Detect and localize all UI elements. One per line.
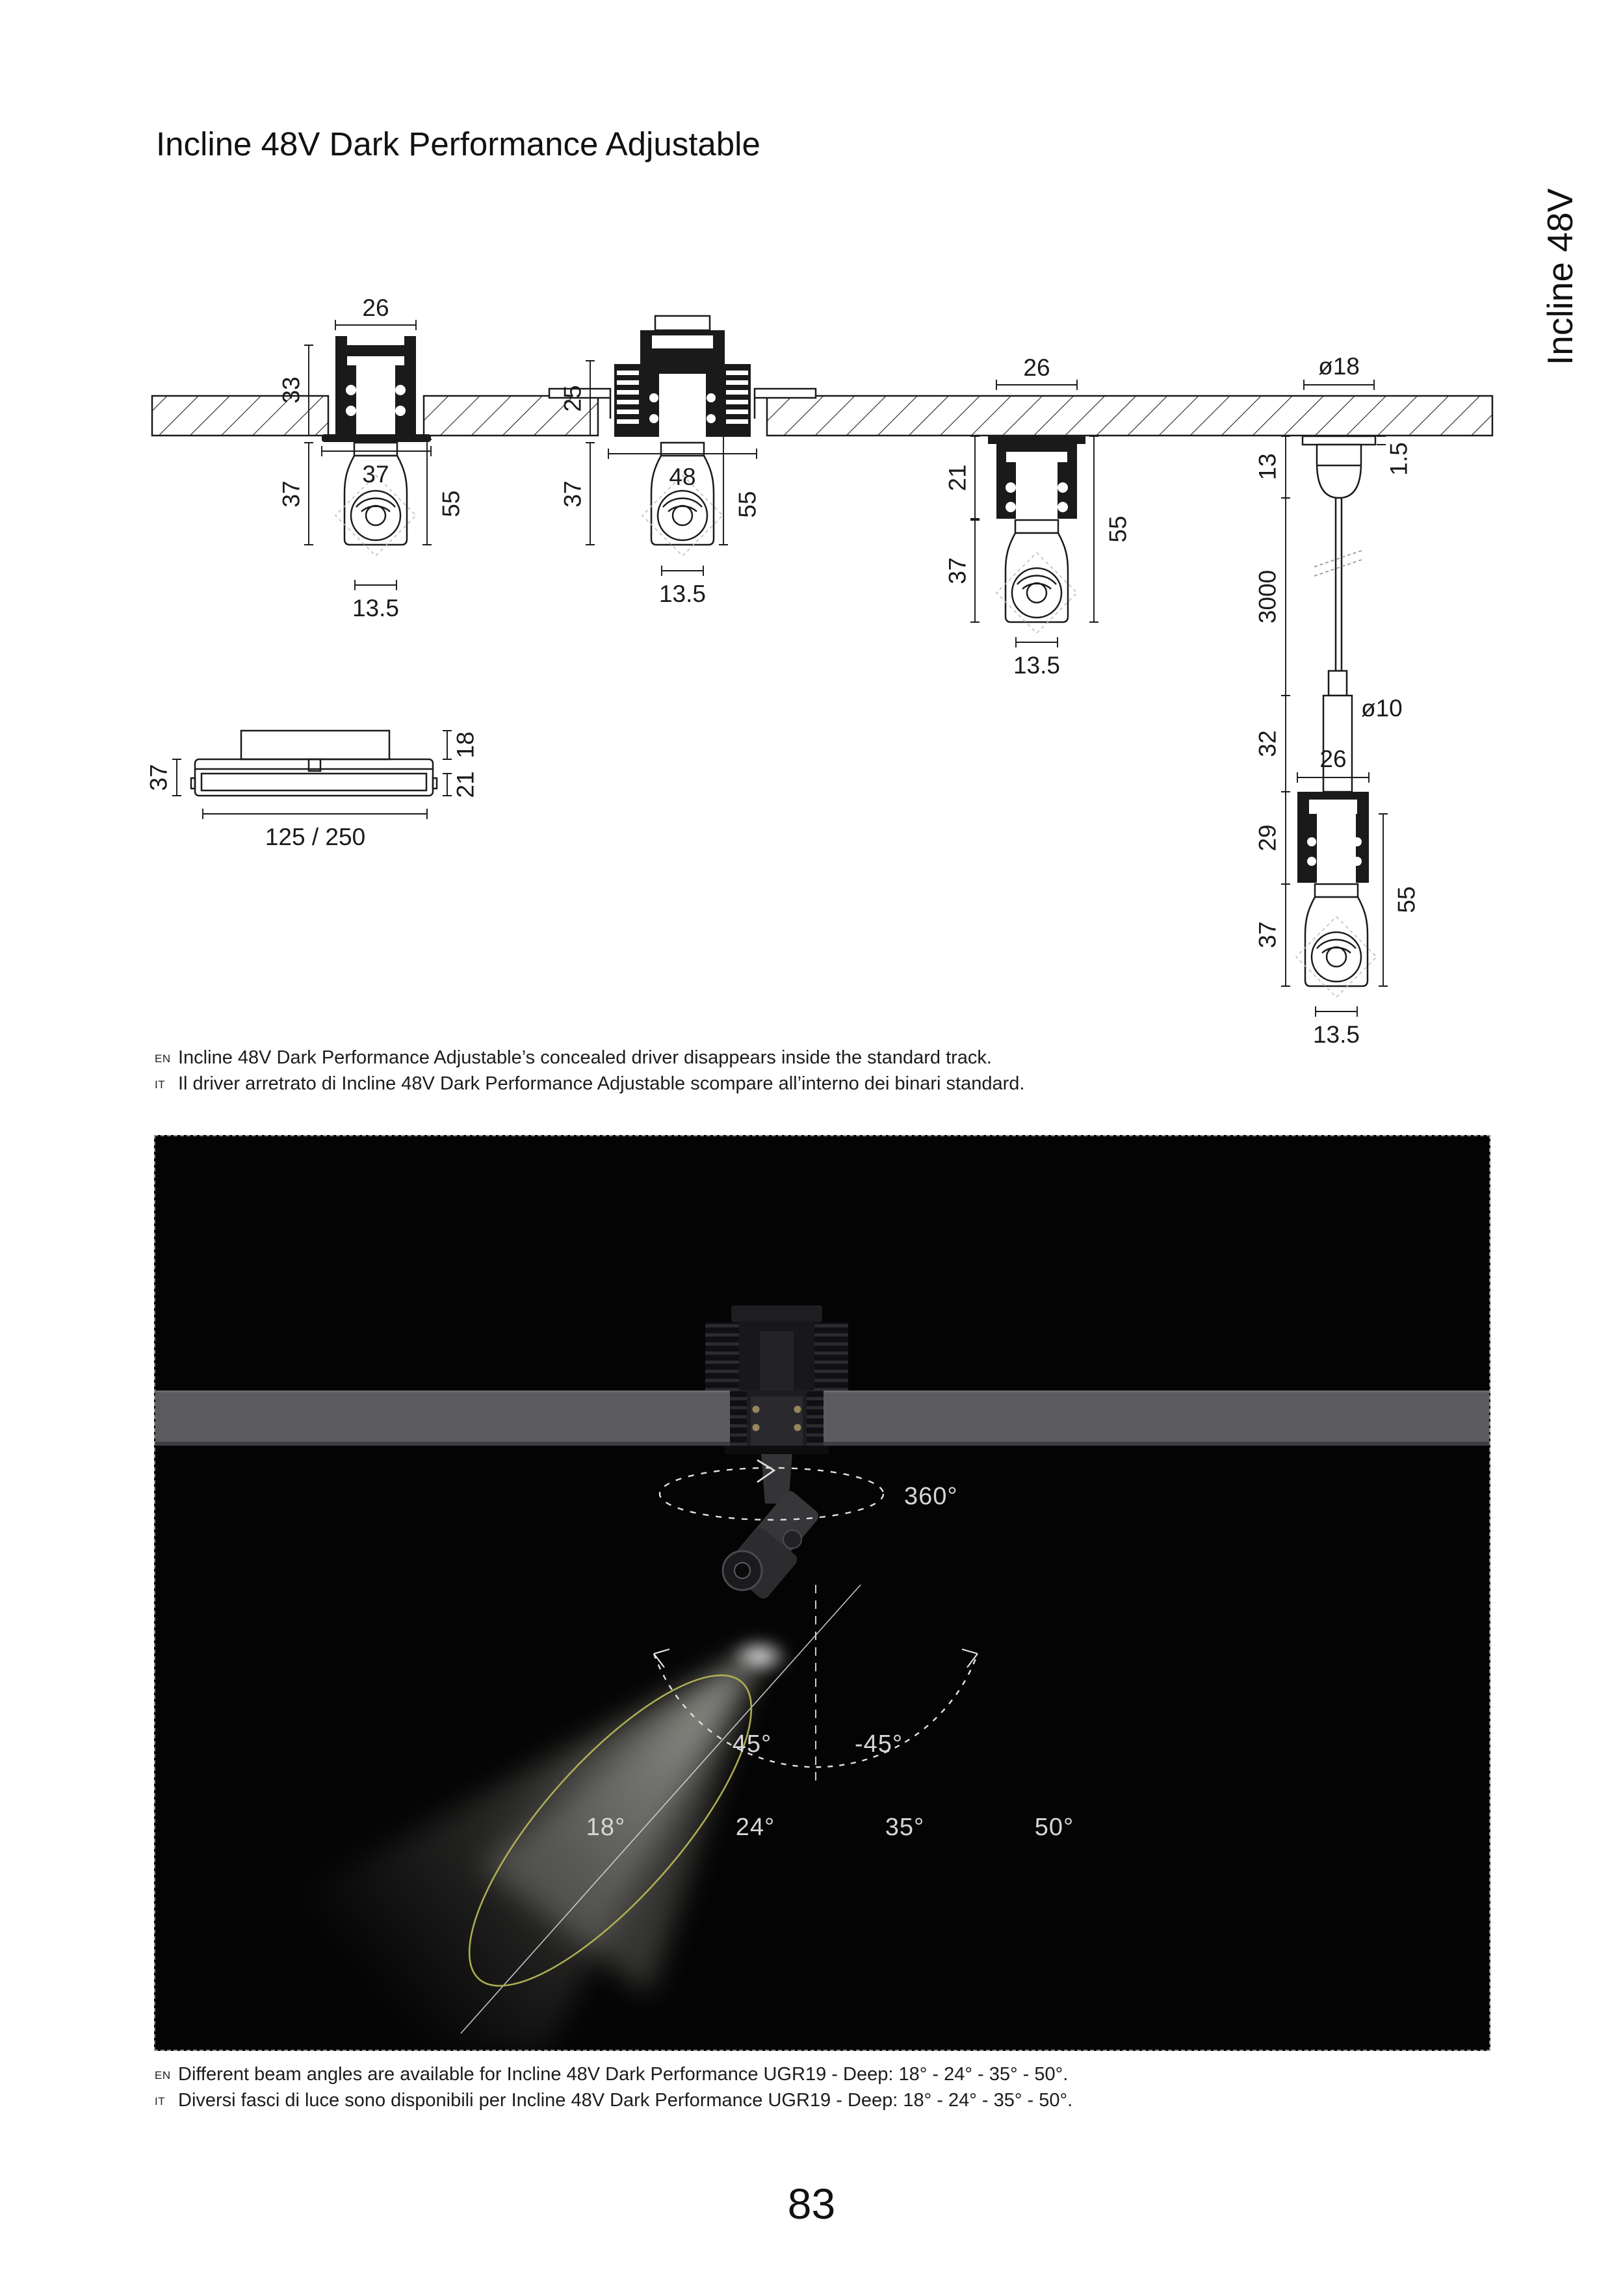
dim-flush-total: 55 [437, 490, 465, 517]
caption-driver [155, 1045, 1260, 1097]
page-number: 83 [787, 2180, 836, 2228]
dim-plaster-cutout: 48 [669, 463, 696, 490]
drawing-flush-recessed [278, 294, 465, 621]
caption-driver-it-text: Il driver arretrato di Incline 48V Dark Performance Adjustable scompare all’interno dei binari standard. [178, 1073, 1025, 1094]
dim-flush-width: 26 [362, 294, 389, 321]
dim-pendant-stem-d: ø10 [1361, 695, 1403, 722]
dim-pendant-cable: 3000 [1254, 569, 1281, 624]
dim-plaster-drop: 37 [559, 480, 586, 508]
tilt-right-label: -45° [854, 1730, 903, 1758]
caption-beams [155, 2062, 1325, 2114]
drawing-driver [146, 731, 479, 850]
dim-driver-top: 18 [452, 731, 479, 759]
beam-photo [154, 1135, 1490, 2051]
dim-pendant-canopy-h: 13 [1254, 453, 1281, 480]
rotation-label: 360° [904, 1483, 958, 1510]
dim-flush-cutout: 37 [362, 461, 389, 488]
caption-driver-en-tag: EN [155, 1052, 171, 1065]
dim-surface-track: 21 [944, 464, 971, 491]
dim-driver-length: 125 / 250 [265, 824, 366, 850]
page-title: Incline 48V Dark Performance Adjustable [156, 125, 760, 163]
dim-surface-head: 13.5 [1013, 652, 1061, 679]
drawing-plaster-in [549, 316, 816, 607]
dim-surface-width: 26 [1023, 354, 1050, 381]
beam-angle-24: 24° [735, 1814, 775, 1841]
beam-angle-50: 50° [1034, 1814, 1074, 1841]
beam-angle-35: 35° [885, 1814, 925, 1841]
dim-driver-height: 37 [145, 764, 172, 791]
technical-drawings [0, 0, 1623, 1131]
caption-beams-it-text: Diversi fasci di luce sono disponibili per Incline 48V Dark Performance UGR19 - Deep: 18° - 24° - 35° - 50°. [178, 2090, 1073, 2111]
dim-pendant-track: 29 [1254, 824, 1281, 852]
dim-flush-drop: 37 [278, 480, 305, 508]
dim-pendant-head: 13.5 [1312, 1021, 1360, 1048]
dim-plaster-depth: 25 [559, 385, 586, 412]
side-tab-label: Incline 48V [1540, 188, 1580, 365]
dim-pendant-width: 26 [1319, 746, 1347, 772]
dim-pendant-gap: 32 [1254, 730, 1281, 757]
dim-flush-depth: 33 [278, 376, 305, 404]
tilt-left-label: 45° [732, 1730, 772, 1758]
caption-beams-it-tag: IT [155, 2095, 166, 2107]
caption-beams-en-tag: EN [155, 2069, 171, 2081]
beam-angle-18: 18° [586, 1814, 626, 1841]
dim-driver-bottom: 21 [452, 771, 479, 798]
caption-driver-en-text: Incline 48V Dark Performance Adjustable’s concealed driver disappears inside the standard track. [178, 1047, 992, 1068]
dim-pendant-plate: 1.5 [1385, 442, 1412, 476]
dim-plaster-head: 13.5 [658, 581, 707, 607]
dim-pendant-canopy-d: ø18 [1318, 353, 1360, 380]
dim-pendant-drop: 37 [1254, 921, 1281, 948]
dim-pendant-total: 55 [1393, 886, 1420, 913]
dim-plaster-total: 55 [734, 491, 761, 518]
dim-flush-head: 13.5 [352, 595, 400, 621]
dim-surface-drop: 37 [944, 557, 971, 584]
drawing-pendant [1254, 353, 1420, 1048]
dim-surface-total: 55 [1104, 515, 1132, 543]
caption-beams-en-text: Different beam angles are available for Incline 48V Dark Performance UGR19 - Deep: 18° - 24° - 35° - 50°. [178, 2064, 1069, 2085]
caption-driver-it-tag: IT [155, 1078, 166, 1091]
